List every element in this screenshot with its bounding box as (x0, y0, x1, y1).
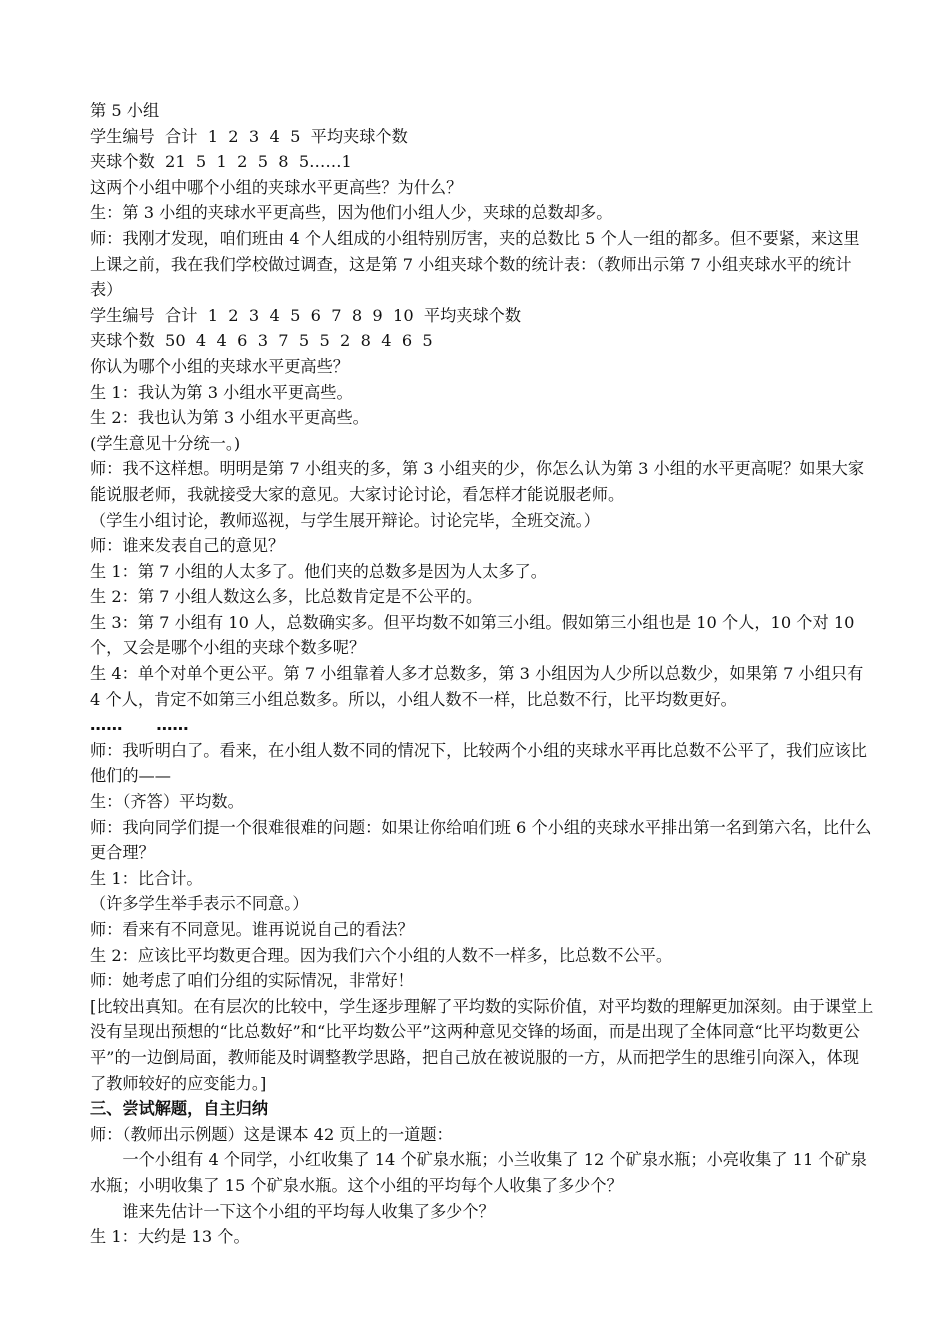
text-line: 生 1：我认为第 3 小组水平更高些。 (90, 382, 353, 402)
text-line: 这两个小组中哪个小组的夹球水平更高些？为什么？ (90, 177, 463, 197)
text-line: 师：（教师出示例题）这是课本 42 页上的一道题： (90, 1124, 453, 1144)
text-line: 生 4：单个对单个更公平。第 7 小组靠着人多才总数多，第 3 小组因为人少所以总数少，如果第 7 小组只有 4 个人，肯定不如第三小组总数多。所以，小组人数不一样，比总数不行，比平均数更好。 (90, 664, 869, 709)
text-line: 生 2：第 7 小组人数这么多，比总数肯定是不公平的。 (90, 587, 483, 607)
text-line: 生：（齐答）平均数。 (90, 792, 244, 812)
text-line: 师：我刚才发现，咱们班由 4 个人组成的小组特别厉害，夹的总数比 5 个人一组的都多。但不要紧，来这里上课之前，我在我们学校做过调查，这是第 7 小组夹球个数的统计表：（教师出示第 7 小组夹球水平的统计表） (90, 228, 860, 300)
commentary-paragraph: [比较出真知。在有层次的比较中，学生逐步理解了平均数的实际价值，对平均数的理解更加深刻。由于课堂上没有呈现出预想的“比总数好”和“比平均数公平”这两种意见交锋的场面，而是出现了全体同意“比平均数更公平”的一边倒局面，教师能及时调整教学思路，把自己放在被说服的一方，从而把学生的思维引向深入，体现了教师较好的应变能力。] (90, 996, 874, 1093)
text-line: 第 5 小组 (90, 101, 160, 120)
text-line: 生：第 3 小组的夹球水平更高些，因为他们小组人少，夹球的总数却多。 (90, 203, 613, 223)
table-header-line: 学生编号 合计 1 2 3 4 5 6 7 8 9 10 平均夹球个数 (90, 305, 522, 325)
text-line: 生 1：第 7 小组的人太多了。他们夹的总数多是因为人太多了。 (90, 561, 547, 581)
section-heading: 三、尝试解题，自主归纳 (90, 1099, 269, 1119)
text-line: 生 3：第 7 小组有 10 人，总数确实多。但平均数不如第三小组。假如第三小组也是 10 个人，10 个对 10 个，又会是哪个小组的夹球个数多呢？ (90, 612, 860, 658)
text-line: 生 2：我也认为第 3 小组水平更高些。 (90, 408, 369, 428)
text-line: （学生小组讨论，教师巡视，与学生展开辩论。讨论完毕，全班交流。） (90, 510, 600, 530)
text-line: 师：看来有不同意见。谁再说说自己的看法？ (90, 920, 414, 939)
text-line: 师：我向同学们提一个很难很难的问题：如果让你给咱们班 6 个小组的夹球水平排出第一名到第六名，比什么更合理？ (90, 817, 872, 863)
text-line: 生 2：应该比平均数更合理。因为我们六个小组的人数不一样多，比总数不公平。 (90, 945, 673, 965)
table-values-line: 夹球个数 50 4 4 6 3 7 5 5 2 8 4 6 5 (90, 331, 433, 351)
document-page (90, 98, 875, 1250)
ellipsis-line: …… …… (90, 715, 189, 735)
text-line: 师：她考虑了咱们分组的实际情况，非常好！ (90, 971, 414, 991)
text-line: (学生意见十分统一。) (90, 433, 241, 453)
text-line: 生 1：比合计。 (90, 868, 203, 888)
text-line: 谁来先估计一下这个小组的平均每人收集了多少个？ (122, 1201, 495, 1221)
example-problem: 一个小组有 4 个同学，小红收集了 14 个矿泉水瓶；小兰收集了 12 个矿泉水瓶；小亮收集了 11 个矿泉水瓶；小明收集了 15 个矿泉水瓶。这个小组的平均每个人收集了多少个？ (90, 1150, 867, 1195)
text-line: 师：我不这样想。明明是第 7 小组夹的多，第 3 小组夹的少，你怎么认为第 3 小组的水平更高呢？如果大家能说服老师，我就接受大家的意见。大家讨论讨论，看怎样才能说服老师。 (90, 459, 865, 504)
table-header-line: 学生编号 合计 1 2 3 4 5 平均夹球个数 (90, 126, 408, 146)
text-line: 师：我听明白了。看来，在小组人数不同的情况下，比较两个小组的夹球水平再比总数不公平了，我们应该比他们的—— (90, 740, 867, 786)
text-line: 你认为哪个小组的夹球水平更高些？ (90, 356, 349, 376)
table-values-line: 夹球个数 21 5 1 2 5 8 5……1 (90, 152, 352, 172)
text-line: （许多学生举手表示不同意。） (90, 894, 309, 914)
text-line: 生 1：大约是 13 个。 (90, 1227, 250, 1247)
text-line: 师：谁来发表自己的意见？ (90, 536, 285, 556)
